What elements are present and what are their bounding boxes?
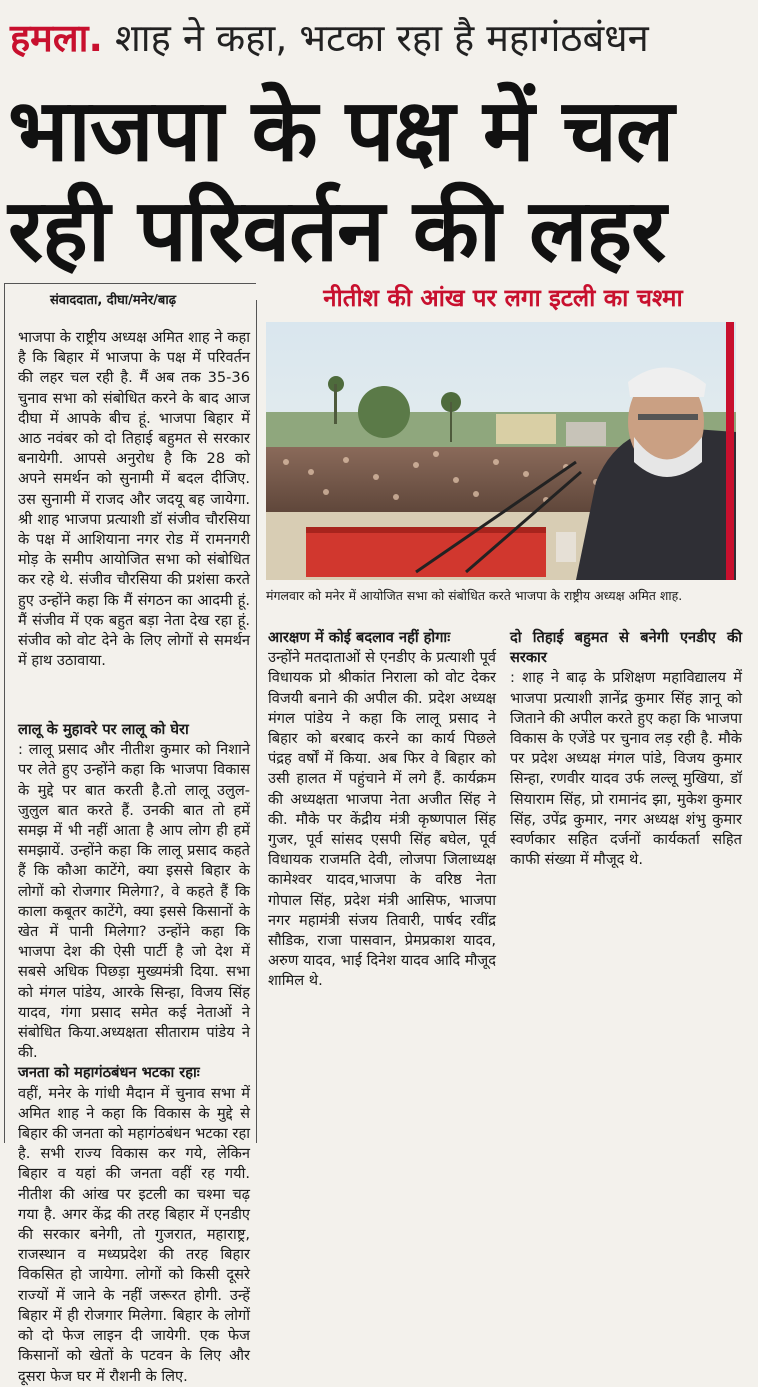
article-paragraph: : लालू प्रसाद और नीतीश कुमार को निशाने पर लेते हुए उन्होंने कहा कि भाजपा विकास के मुद्दे पर बात करती है.तो लालू उलुल-जुलुल बात करते हैं. उनकी बात तो हमें समझ में भी नहीं आता है आप लोग ही हमें समझायें. उन्होंने कहा कि लालू प्रसाद कहते हैं कि कौआ काटेंगे, क्या इससे बिहार के लोगों को रोजगार मिलेगा?, वे कहते हैं कि काला कबूतर काटेंगे, क्या इससे किसानों के खेत में पानी मिलेगा? उन्होंने कहा कि भाजपा देश की ऐसी पार्टी है जो देश में सबसे अधिक पिछड़ा मुख्यमंत्री दिया. सभा को मंगल पांडेय, आरके सिन्हा, विजय सिंह यादव, गंगा प्रसाद समेत कई नेताओं ने संबोधित किया.अध्यक्षता सीताराम पांडेय ने की. [18,741,250,1062]
divider [256,300,257,1143]
article-column [510,628,742,1124]
article-paragraph: भाजपा के राष्ट्रीय अध्यक्ष अमित शाह ने कहा है कि बिहार में भाजपा के पक्ष में परिवर्तन की लहर चल रही है. मैं अब तक 35-36 चुनाव सभा को संबोधित करने के बाद आज दीघा में आपके बीच हूं. भाजपा बिहार में आठ नवंबर को दो तिहाई बहुमत से सरकार बनायेगी. आपसे अनुरोध है कि 28 को अपने समर्थन को सुनामी में बदल दीजिए. उस सुनामी में राजद और जदयू बह जायेगा. श्री शाह भाजपा प्रत्याशी डॉ संजीव चौरसिया के पक्ष में आशियाना नगर रोड में रामनगरी मोड़ के समीप आयोजित सभा को संबोधित कर रहे थे. संजीव चौरसिया की प्रशंसा करते हुए उन्होंने कहा कि मैं संगठन का आदमी हूं. मैं संजीव में एक बहुत बड़ा नेता देख रहा हूं. संजीव को वोट देने के लिए लोगों से समर्थन में हाथ उठावाया. [18,329,250,670]
article-paragraph: वहीं, मनेर के गांधी मैदान में चुनाव सभा में अमित शाह ने कहा कि विकास के मुद्दे से बिहार की जनता को महागंठबंधन भटका रहा है. सभी राज्य विकास कर गये, लेकिन बिहार व यहां की जनता वहीं रह गयी. नीतीश की आंख पर इटली का चश्मा चढ़ गया है. अगर केंद्र की तरह बिहार में एनडीए की सरकार बनेगी, तो गुजरात, महाराष्ट्र, राजस्थान व मध्यप्रदेश की तरह बिहार विकसित हो जायेगा. लोगों को किसी दूसरे राज्यों में जाने के नहीं जरूरत होगी. उन्हें बिहार में ही रोजगार मिलेगा. बिहार के लोगों को दो फेज लाइन दी जायेगी. एक फेज किसानों को खेतों के पटवन के लिए और दूसरा फेज घर में रौशनी के लिए. [18,1084,250,1385]
headline-line-1: भाजपा के पक्ष में चल [8,81,674,181]
article-paragraph: उन्होंने मतदाताओं से एनडीए के प्रत्याशी पूर्व विधायक प्रो श्रीकांत निराला को वोट देकर विजयी बनाने की अपील की. प्रदेश अध्यक्ष मंगल पांडेय ने कहा कि लालू प्रसाद ने बिहार को बरबाद करने का कार्य पिछले पंद्रह वर्षों में किया. अब फिर वे बिहार को उसी हालत में पहुंचाने में लगे हैं. कार्यक्रम की अध्यक्षता भाजपा नेता अजीत सिंह ने की. मौके पर केंद्रीय मंत्री कृष्णपाल सिंह गुजर, पूर्व सांसद एसपी सिंह बघेल, पूर्व विधायक राजमति देवी, लोजपा जिलाध्यक्ष कामेश्वर यादव,भाजपा के वरिष्ठ नेता गोपाल सिंह, प्रदेश मंत्री आसिफ, भाजपा नगर महामंत्री संजय तिवारी, पार्षद रवींद्र सौडिक, राजा पासवान, प्रेमप्रकाश यादव, अरुण यादव, भाई दिनेश यादव आदि मौजूद शामिल थे. [268,649,496,990]
kicker-label: हमला. [10,16,103,60]
rally-photo-illustration [266,322,736,580]
article-column [18,720,250,1385]
photo-caption: मंगलवार को मनेर में आयोजित सभा को संबोधित करते भाजपा के राष्ट्रीय अध्यक्ष अमित शाह. [266,588,683,603]
byline: संवाददाता, दीघा/मनेर/बाढ़ [50,293,177,308]
kicker [10,6,750,70]
subhead: नीतीश की आंख पर लगा इटली का चश्मा [323,284,683,312]
divider [4,283,5,1143]
subheading: दो तिहाई बहुमत से बनेगी एनडीए की सरकार [510,629,742,667]
article-column [18,328,250,718]
divider [4,283,256,284]
subheading: जनता को महागंठबंधन भटका रहाः [18,1064,200,1082]
headline-line-2: रही परिवर्तन की लहर [8,181,666,281]
news-photo [266,322,736,580]
kicker-text: शाह ने कहा, भटका रहा है महागंठबंधन [114,16,649,60]
article-paragraph: : शाह ने बाढ़ के प्रशिक्षण महाविद्यालय में भाजपा प्रत्याशी ज्ञानेंद्र कुमार सिंह ज्ञानू को जिताने की अपील करते हुए कहा कि भाजपा विकास के एजेंडे पर चुनाव लड़ रही है. मौके पर प्रदेश अध्यक्ष मंगल पांडे, विजय कुमार सिन्हा, रणवीर यादव उर्फ लल्लू मुखिया, डॉ सियाराम सिंह, प्रो रामानंद झा, मुकेश कुमार सिंह, उपेंद्र कुमार, नगर अध्यक्ष शंभु कुमार स्वर्णकार सहित दर्जनों कार्यकर्ता सहित काफी संख्या में मौजूद थे. [510,669,742,869]
subheading: लालू के मुहावरे पर लालू को घेरा [18,721,189,738]
article-column [268,628,496,1124]
subheading: आरक्षण में कोई बदलाव नहीं होगाः [268,629,451,646]
